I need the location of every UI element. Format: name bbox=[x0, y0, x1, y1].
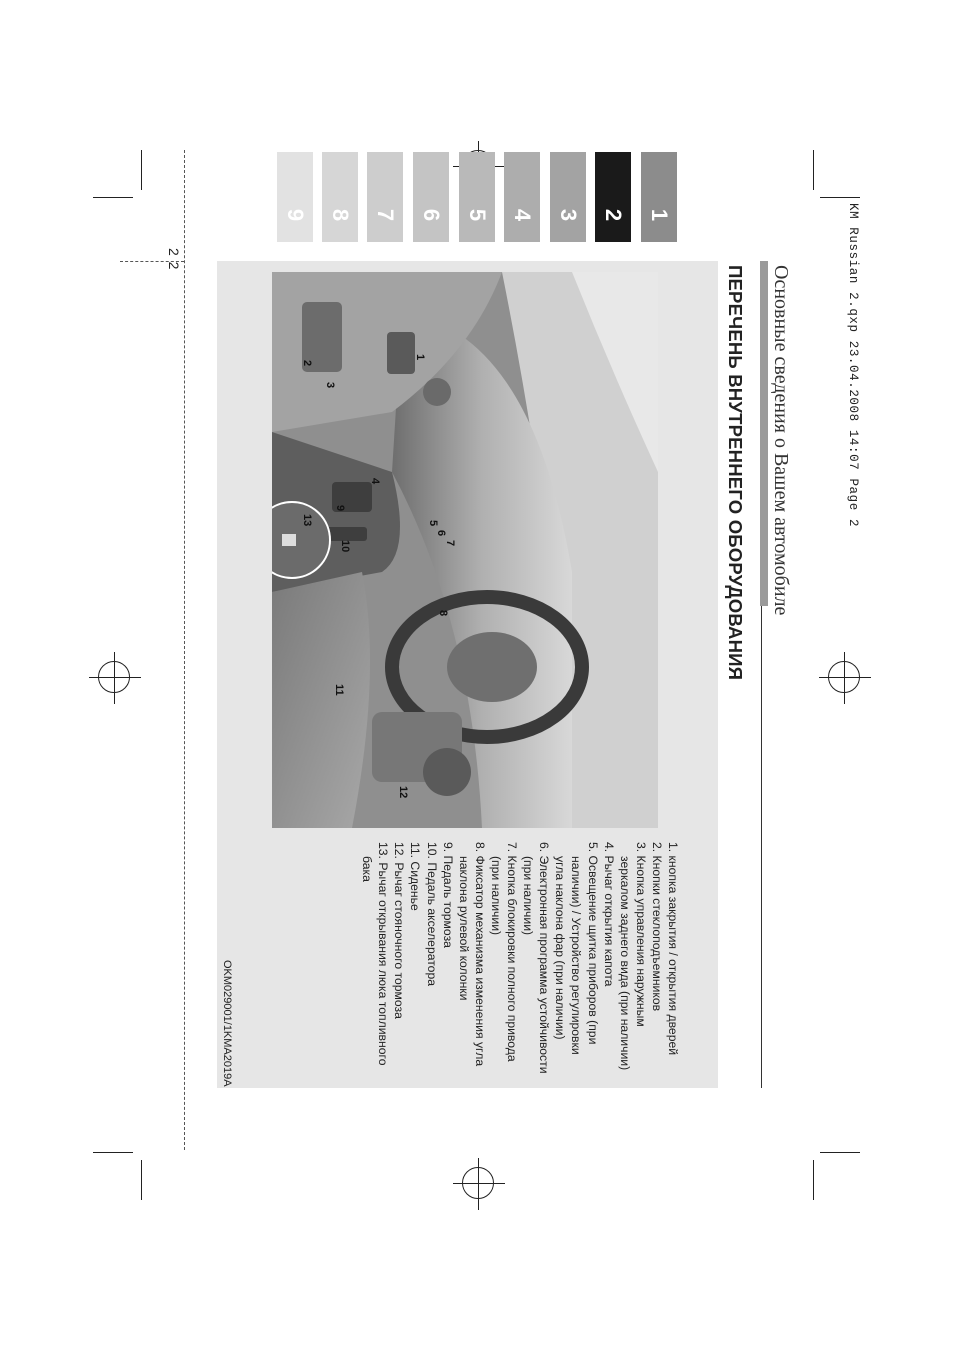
callout-12: 12 bbox=[397, 786, 409, 799]
driver-seat bbox=[272, 572, 370, 828]
callout-3: 3 bbox=[324, 382, 336, 389]
crop-mark bbox=[820, 1152, 860, 1153]
callout-2: 2 bbox=[301, 360, 313, 367]
callout-1: 1 bbox=[414, 354, 426, 361]
tab-1[interactable] bbox=[641, 152, 677, 242]
registration-mark-right bbox=[828, 661, 860, 693]
list-item: 5. Освещение щитка приборов (при наличии) / Устройство регулировки угла наклона фар (при наличии) bbox=[553, 842, 600, 1055]
list-item: 7. Кнопка блокировки полного привода (при наличии) bbox=[488, 842, 520, 1062]
interior-drawing bbox=[272, 272, 658, 828]
page-heading: ПЕРЕЧЕНЬ ВНУТРЕННЕГО ОБОРУДОВАНИЯ bbox=[725, 265, 746, 681]
callout-11: 11 bbox=[333, 684, 345, 696]
tab-8[interactable] bbox=[322, 152, 358, 242]
tab-5[interactable] bbox=[459, 152, 495, 242]
interior-illustration bbox=[272, 272, 658, 828]
callout-8: 8 bbox=[437, 610, 449, 617]
tab-6[interactable] bbox=[413, 152, 449, 242]
callout-6: 6 bbox=[435, 530, 447, 537]
callout-5: 5 bbox=[427, 520, 439, 527]
list-item: 10. Педаль акселератора bbox=[424, 842, 439, 987]
tab-label: 7 bbox=[373, 208, 398, 222]
tab-label: 2 bbox=[601, 208, 626, 222]
callout-9: 9 bbox=[334, 505, 346, 512]
tab-label: 9 bbox=[283, 208, 308, 222]
crop-mark bbox=[93, 197, 133, 198]
accelerator-pedal bbox=[327, 527, 367, 541]
tab-label: 6 bbox=[419, 208, 444, 222]
list-item: 4. Рычаг открытия капота bbox=[601, 842, 616, 987]
list-item: 11. Сиденье bbox=[408, 842, 423, 911]
tab-label: 5 bbox=[465, 208, 490, 222]
section-title: Основные сведения о Вашем автомобиле bbox=[770, 265, 792, 616]
callout-7: 7 bbox=[444, 540, 456, 547]
callout-4: 4 bbox=[369, 478, 381, 485]
crop-mark bbox=[820, 197, 860, 198]
registration-mark-left bbox=[98, 661, 130, 693]
crop-mark bbox=[813, 150, 814, 190]
list-item: 2. Кнопки стеклоподъемников bbox=[649, 842, 664, 1012]
image-code: OKM029001/1KMA2019A bbox=[221, 960, 233, 1087]
tab-9[interactable] bbox=[277, 152, 313, 242]
crop-mark bbox=[141, 150, 142, 190]
tab-label: 8 bbox=[328, 208, 353, 222]
section-title-rule bbox=[761, 606, 762, 1088]
page-number: 2 2 bbox=[166, 248, 182, 271]
crop-mark bbox=[93, 1152, 133, 1153]
list-item: 8. Фиксатор механизма изменения угла наклона рулевой колонки bbox=[456, 842, 487, 1067]
list-item: 9. Педаль тормоза bbox=[440, 842, 455, 948]
callout-13: 13 bbox=[301, 514, 313, 527]
tab-label: 3 bbox=[556, 208, 581, 222]
callout-10: 10 bbox=[339, 540, 351, 553]
tab-2-active[interactable] bbox=[595, 152, 631, 242]
fold-line bbox=[184, 150, 185, 1150]
crop-mark bbox=[813, 1160, 814, 1200]
list-item: 13. Рычаг открывания люка топливного бака bbox=[360, 842, 391, 1066]
file-info: KM Russian 2.qxp 23.04.2008 14:07 Page 2 bbox=[846, 203, 860, 528]
tab-4[interactable] bbox=[504, 152, 540, 242]
tab-label: 4 bbox=[510, 208, 535, 222]
section-title-bar bbox=[760, 261, 768, 606]
tab-label: 1 bbox=[647, 208, 672, 222]
list-item: 12. Рычаг стояночного тормоза bbox=[392, 842, 407, 1019]
list-item: 3. Кнопка управления наружным зеркалом заднего вида (при наличии) bbox=[617, 842, 648, 1071]
door-handle bbox=[387, 332, 415, 374]
list-item: 1. кнопка закрытия / открытия дверей bbox=[666, 842, 680, 1056]
tab-3[interactable] bbox=[550, 152, 586, 242]
list-item: 6. Электронная программа устойчивости (при наличии) bbox=[521, 842, 552, 1074]
registration-mark-bottom bbox=[462, 1167, 494, 1199]
crop-mark bbox=[141, 1160, 142, 1200]
tab-7[interactable] bbox=[367, 152, 403, 242]
equipment-list bbox=[263, 842, 681, 1074]
